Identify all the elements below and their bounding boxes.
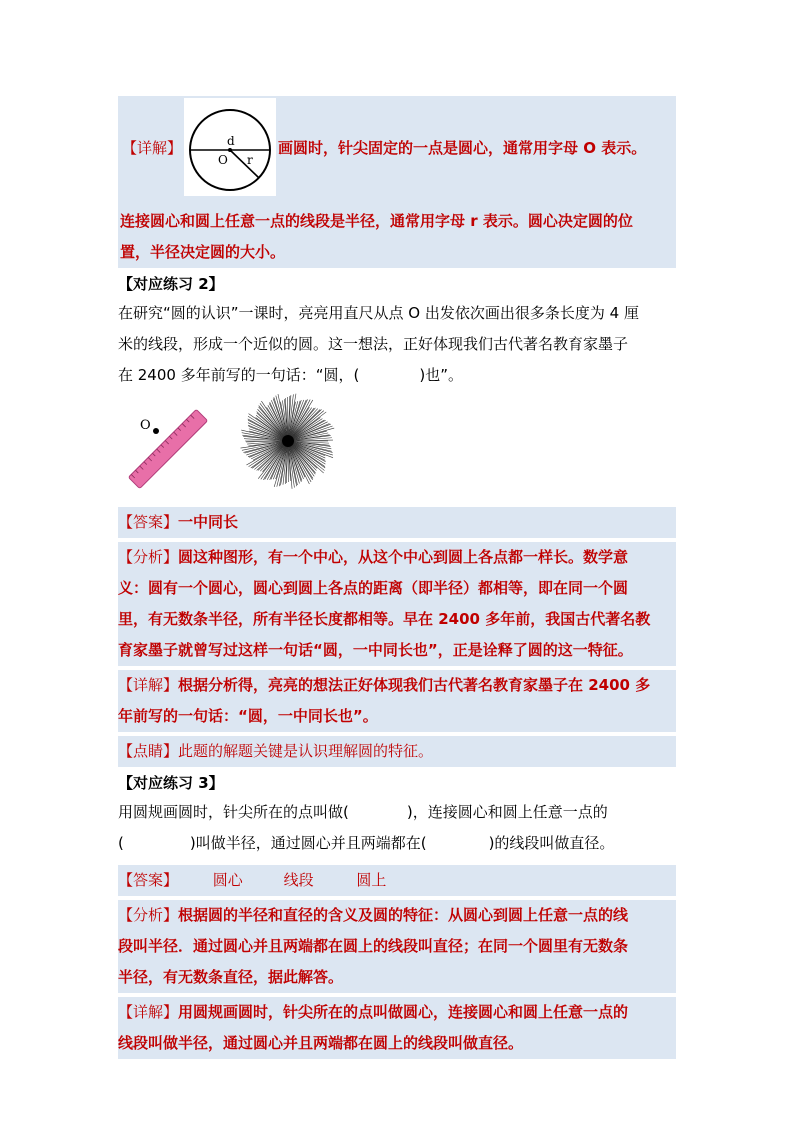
exercise-2-analysis: 【分析】圆这种图形，有一个中心，从这个中心到圆上各点都一样长。数学意 义：圆有一个圆心，圆心到圆上各点的距离（即半径）都相等，即在同一个圆 里，有无数条半径，所有半径长度都相等。早在 2400 多年前，我国古代著名教 育家墨子就曾写过这样一句话“圆，一中同长也”，正是诠释了圆的这一特征。 [118, 542, 676, 666]
exercise-2-heading: 【对应练习 2】 [118, 275, 224, 293]
ruler-point-label: O [140, 418, 151, 433]
exercise-3-detail: 【详解】用圆规画圆时，针尖所在的点叫做圆心，连接圆心和圆上任意一点的 线段叫做半径，通过圆心并且两端都在圆上的线段叫做直径。 [118, 997, 676, 1059]
answer-1: 圆心 [212, 871, 243, 889]
exercise-3-question-1: 用圆规画圆时，针尖所在的点叫做( )，连接圆心和圆上任意一点的 [118, 803, 608, 821]
center-label: O [218, 153, 228, 167]
circle-figure [184, 98, 276, 196]
detail-line-3: 置，半径决定圆的大小。 [118, 237, 676, 268]
exercise-2-question-2: 米的线段，形成一个近似的圆。这一想法，正好体现我们古代著名教育家墨子 [118, 335, 629, 353]
diameter-label: d [227, 134, 235, 148]
exercise-2-question-3: 在 2400 多年前写的一句话：“圆，( )也”。 [118, 366, 463, 384]
exercise-2-tip: 【点睛】此题的解题关键是认识理解圆的特征。 [118, 736, 676, 767]
answer-3: 圆上 [356, 871, 387, 889]
detail-line-2: 连接圆心和圆上任意一点的线段是半径，通常用字母 r 表示。圆心决定圆的位 [118, 206, 676, 237]
circle-diagram [184, 98, 276, 196]
ruler-figure [118, 391, 228, 501]
answer-2: 线段 [283, 871, 314, 889]
detail-text: 画圆时，针尖固定的一点是圆心，通常用字母 O 表示。 [278, 139, 647, 157]
detail-label: 【详解】 [122, 139, 183, 157]
exercise-2-figures [118, 391, 676, 507]
exercise-3-question-2: ( )叫做半径，通过圆心并且两端都在( )的线段叫做直径。 [118, 834, 615, 852]
exercise-3-heading: 【对应练习 3】 [118, 774, 224, 792]
exercise-2-question-1: 在研究“圆的认识”一课时，亮亮用直尺从点 O 出发依次画出很多条长度为 4 厘 [118, 304, 639, 322]
page [118, 96, 676, 1059]
exercise-3-analysis: 【分析】根据圆的半径和直径的含义及圆的特征：从圆心到圆上任意一点的线 段叫半径．通过圆心并且两端都在圆上的线段叫直径；在同一个圆里有无数条 半径，有无数条直径，据此解答。 [118, 900, 676, 993]
line-burst-figure [238, 391, 338, 491]
radius-label: r [247, 153, 253, 167]
exercise-3-answer: 【答案】 圆心 线段 圆上 [118, 865, 676, 896]
exercise-2-detail: 【详解】根据分析得，亮亮的想法正好体现我们古代著名教育家墨子在 2400 多 年前写的一句话：“圆，一中同长也”。 [118, 670, 676, 732]
detail-block-1 [118, 96, 676, 200]
exercise-2-answer: 【答案】一中同长 [118, 507, 676, 538]
